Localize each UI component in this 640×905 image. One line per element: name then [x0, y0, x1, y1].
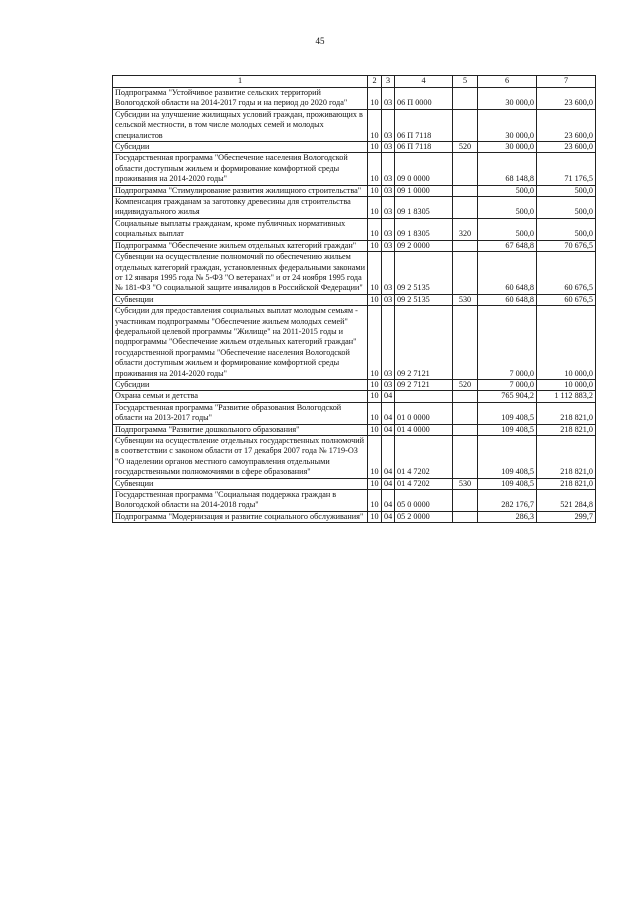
subsection-code-cell: 03 [382, 153, 395, 185]
target-code-cell: 01 4 7202 [395, 478, 453, 489]
section-code-cell: 10 [368, 88, 382, 110]
amount-year1-cell: 765 904,2 [478, 391, 537, 402]
amount-year2-cell: 10 000,0 [537, 306, 596, 380]
expense-type-cell: 520 [453, 142, 478, 153]
expense-type-cell: 530 [453, 294, 478, 305]
amount-year1-cell: 30 000,0 [478, 109, 537, 141]
subsection-code-cell: 04 [382, 391, 395, 402]
section-code-cell: 10 [368, 142, 382, 153]
row-name-cell: Субсидии [113, 379, 368, 390]
row-name-cell: Субвенции на осуществление отдельных государственных полномочий в соответствии с законом области от 17 декабря 2007 года № 1719-ОЗ "О наделении органов местного самоуправления отдельными государственными полномочиями в сфере образования" [113, 436, 368, 479]
row-name-cell: Подпрограмма "Модернизация и развитие социального обслуживания" [113, 511, 368, 522]
target-code-cell: 09 2 7121 [395, 306, 453, 380]
header-cell: 4 [395, 76, 453, 88]
amount-year1-cell: 68 148,8 [478, 153, 537, 185]
subsection-code-cell: 04 [382, 490, 395, 512]
target-code-cell: 09 2 5135 [395, 294, 453, 305]
table-row [113, 391, 596, 402]
page-number: 45 [315, 36, 325, 46]
row-name-cell: Подпрограмма "Обеспечение жильем отдельных категорий граждан" [113, 240, 368, 251]
section-code-cell: 10 [368, 218, 382, 240]
table-row [113, 197, 596, 219]
table-row [113, 109, 596, 141]
section-code-cell: 10 [368, 478, 382, 489]
table-row [113, 142, 596, 153]
table-row [113, 424, 596, 435]
subsection-code-cell: 03 [382, 197, 395, 219]
header-cell: 5 [453, 76, 478, 88]
row-name-cell: Субсидии [113, 142, 368, 153]
amount-year1-cell: 500,0 [478, 218, 537, 240]
target-code-cell: 01 4 0000 [395, 424, 453, 435]
target-code-cell: 06 П 0000 [395, 88, 453, 110]
amount-year2-cell: 500,0 [537, 218, 596, 240]
amount-year2-cell: 71 176,5 [537, 153, 596, 185]
table-row [113, 511, 596, 522]
row-name-cell: Субвенции на осуществление полномочий по обеспечению жильем отдельных категорий граждан, установленных федеральными законами от 12 января 1995 года № 5-ФЗ "О ветеранах" и от 24 ноября 1995 года № 181-ФЗ "О социальной защите инвалидов в Российской Федерации" [113, 252, 368, 295]
table-row [113, 153, 596, 185]
header-cell: 7 [537, 76, 596, 88]
section-code-cell: 10 [368, 511, 382, 522]
amount-year2-cell: 218 821,0 [537, 478, 596, 489]
row-name-cell: Подпрограмма "Стимулирование развития жилищного строительства" [113, 185, 368, 196]
amount-year2-cell: 218 821,0 [537, 402, 596, 424]
amount-year2-cell: 23 600,0 [537, 109, 596, 141]
section-code-cell: 10 [368, 379, 382, 390]
target-code-cell: 01 4 7202 [395, 436, 453, 479]
table-row [113, 252, 596, 295]
amount-year2-cell: 23 600,0 [537, 142, 596, 153]
expense-type-cell [453, 240, 478, 251]
expense-type-cell [453, 197, 478, 219]
header-cell: 3 [382, 76, 395, 88]
subsection-code-cell: 03 [382, 218, 395, 240]
amount-year2-cell: 60 676,5 [537, 294, 596, 305]
table-row [113, 218, 596, 240]
amount-year1-cell: 60 648,8 [478, 294, 537, 305]
section-code-cell: 10 [368, 306, 382, 380]
section-code-cell: 10 [368, 402, 382, 424]
section-code-cell: 10 [368, 153, 382, 185]
expense-type-cell [453, 424, 478, 435]
target-code-cell: 01 0 0000 [395, 402, 453, 424]
row-name-cell: Подпрограмма "Развитие дошкольного образования" [113, 424, 368, 435]
amount-year1-cell: 500,0 [478, 185, 537, 196]
section-code-cell: 10 [368, 109, 382, 141]
subsection-code-cell: 04 [382, 436, 395, 479]
target-code-cell: 09 1 8305 [395, 197, 453, 219]
section-code-cell: 10 [368, 490, 382, 512]
expense-type-cell [453, 153, 478, 185]
amount-year1-cell: 109 408,5 [478, 478, 537, 489]
target-code-cell: 09 2 7121 [395, 379, 453, 390]
row-name-cell: Государственная программа "Обеспечение населения Вологодской области доступным жильем и формирование комфортной среды проживания на 2014-2020 годы" [113, 153, 368, 185]
subsection-code-cell: 03 [382, 240, 395, 251]
expense-type-cell: 530 [453, 478, 478, 489]
row-name-cell: Государственная программа "Социальная поддержка граждан в Вологодской области на 2014-2018 годы" [113, 490, 368, 512]
amount-year1-cell: 60 648,8 [478, 252, 537, 295]
table-row [113, 478, 596, 489]
table-row [113, 185, 596, 196]
amount-year1-cell: 67 648,8 [478, 240, 537, 251]
amount-year2-cell: 218 821,0 [537, 424, 596, 435]
table-row [113, 88, 596, 110]
subsection-code-cell: 03 [382, 252, 395, 295]
amount-year2-cell: 521 284,8 [537, 490, 596, 512]
header-cell: 6 [478, 76, 537, 88]
target-code-cell [395, 391, 453, 402]
amount-year1-cell: 286,3 [478, 511, 537, 522]
target-code-cell: 09 1 8305 [395, 218, 453, 240]
section-code-cell: 10 [368, 436, 382, 479]
section-code-cell: 10 [368, 240, 382, 251]
amount-year2-cell: 299,7 [537, 511, 596, 522]
expense-type-cell [453, 391, 478, 402]
row-name-cell: Подпрограмма "Устойчивое развитие сельских территорий Вологодской области на 2014-2017 годы и на период до 2020 года" [113, 88, 368, 110]
row-name-cell: Охрана семьи и детства [113, 391, 368, 402]
expense-type-cell [453, 185, 478, 196]
expense-type-cell [453, 252, 478, 295]
target-code-cell: 06 П 7118 [395, 109, 453, 141]
expense-type-cell [453, 490, 478, 512]
amount-year2-cell: 500,0 [537, 197, 596, 219]
expense-type-cell [453, 436, 478, 479]
target-code-cell: 09 2 0000 [395, 240, 453, 251]
table-row [113, 240, 596, 251]
target-code-cell: 09 0 0000 [395, 153, 453, 185]
target-code-cell: 09 2 5135 [395, 252, 453, 295]
row-name-cell: Субсидии на улучшение жилищных условий граждан, проживающих в сельской местности, в том числе молодых семей и молодых специалистов [113, 109, 368, 141]
amount-year1-cell: 7 000,0 [478, 306, 537, 380]
amount-year2-cell: 70 676,5 [537, 240, 596, 251]
row-name-cell: Субвенции [113, 478, 368, 489]
row-name-cell: Компенсация гражданам за заготовку древесины для строительства индивидуального жилья [113, 197, 368, 219]
expense-type-cell [453, 511, 478, 522]
subsection-code-cell: 03 [382, 142, 395, 153]
amount-year2-cell: 500,0 [537, 185, 596, 196]
amount-year2-cell: 23 600,0 [537, 88, 596, 110]
section-code-cell: 10 [368, 294, 382, 305]
subsection-code-cell: 03 [382, 294, 395, 305]
expense-type-cell [453, 109, 478, 141]
subsection-code-cell: 03 [382, 109, 395, 141]
amount-year2-cell: 60 676,5 [537, 252, 596, 295]
section-code-cell: 10 [368, 185, 382, 196]
amount-year1-cell: 500,0 [478, 197, 537, 219]
header-row [113, 76, 596, 88]
expense-type-cell [453, 306, 478, 380]
subsection-code-cell: 04 [382, 424, 395, 435]
subsection-code-cell: 03 [382, 379, 395, 390]
table-body [113, 88, 596, 523]
row-name-cell: Социальные выплаты гражданам, кроме публичных нормативных социальных выплат [113, 218, 368, 240]
row-name-cell: Субвенции [113, 294, 368, 305]
target-code-cell: 05 2 0000 [395, 511, 453, 522]
subsection-code-cell: 04 [382, 478, 395, 489]
target-code-cell: 06 П 7118 [395, 142, 453, 153]
amount-year2-cell: 218 821,0 [537, 436, 596, 479]
amount-year2-cell: 1 112 883,2 [537, 391, 596, 402]
subsection-code-cell: 03 [382, 306, 395, 380]
amount-year1-cell: 109 408,5 [478, 436, 537, 479]
table-row [113, 294, 596, 305]
section-code-cell: 10 [368, 424, 382, 435]
row-name-cell: Государственная программа "Развитие образования Вологодской области на 2013-2017 годы" [113, 402, 368, 424]
amount-year1-cell: 109 408,5 [478, 402, 537, 424]
row-name-cell: Субсидии для предоставления социальных выплат молодым семьям - участникам подпрограммы "Обеспечение жильем молодых семей" федеральной целевой программы "Жилище" на 2011-2015 годы и подпрограммы "Обеспечение жильем отдельных категорий граждан" государственной программы "Обеспечение населения Вологодской области доступным жильем и формирование комфортной среды проживания на 2014-2020 годы" [113, 306, 368, 380]
expense-type-cell: 320 [453, 218, 478, 240]
section-code-cell: 10 [368, 197, 382, 219]
header-cell: 1 [113, 76, 368, 88]
amount-year1-cell: 109 408,5 [478, 424, 537, 435]
section-code-cell: 10 [368, 391, 382, 402]
expense-type-cell [453, 402, 478, 424]
table-row [113, 490, 596, 512]
subsection-code-cell: 03 [382, 88, 395, 110]
subsection-code-cell: 03 [382, 185, 395, 196]
table-row [113, 379, 596, 390]
subsection-code-cell: 04 [382, 402, 395, 424]
table-row [113, 436, 596, 479]
subsection-code-cell: 04 [382, 511, 395, 522]
header-cell: 2 [368, 76, 382, 88]
amount-year1-cell: 282 176,7 [478, 490, 537, 512]
expense-type-cell: 520 [453, 379, 478, 390]
table-row [113, 402, 596, 424]
target-code-cell: 09 1 0000 [395, 185, 453, 196]
budget-table [112, 75, 596, 523]
amount-year2-cell: 10 000,0 [537, 379, 596, 390]
amount-year1-cell: 7 000,0 [478, 379, 537, 390]
amount-year1-cell: 30 000,0 [478, 142, 537, 153]
expense-type-cell [453, 88, 478, 110]
table-row [113, 306, 596, 380]
target-code-cell: 05 0 0000 [395, 490, 453, 512]
amount-year1-cell: 30 000,0 [478, 88, 537, 110]
section-code-cell: 10 [368, 252, 382, 295]
